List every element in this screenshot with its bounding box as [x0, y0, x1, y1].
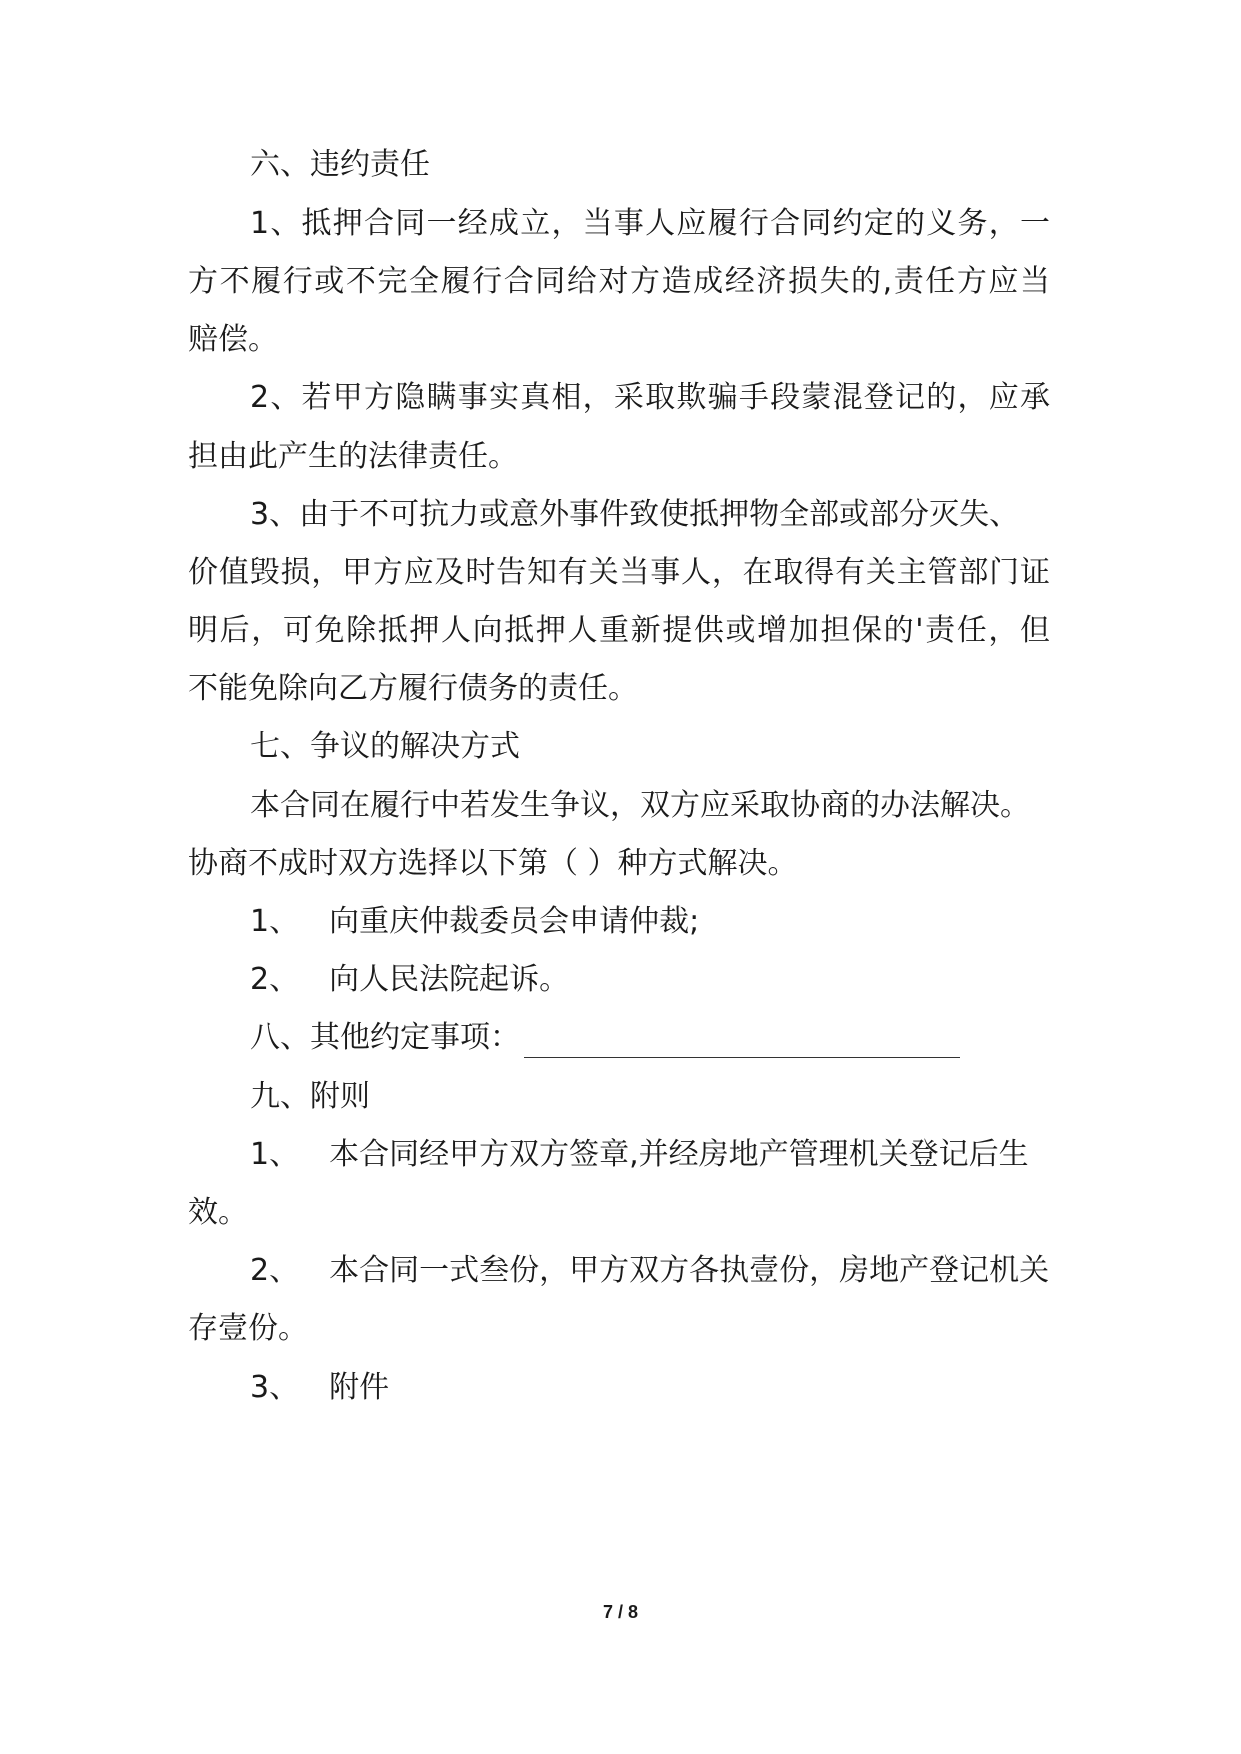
breach-item-3-line-4: 不能免除向乙方履行债务的责任。 — [188, 671, 638, 706]
supplementary-item-2-text: 本合同一式叁份，甲方双方各执壹份，房地产登记机关 — [329, 1253, 1050, 1288]
breach-item-1-line-1: 1、抵押合同一经成立，当事人应履行合同约定的义务，一 — [250, 206, 1050, 241]
dispute-option-2-number: 2、 — [250, 962, 300, 997]
breach-item-3-line-1: 3、由于不可抗力或意外事件致使抵押物全部或部分灭失、 — [250, 497, 1020, 532]
breach-item-3-line-2: 价值毁损，甲方应及时告知有关当事人，在取得有关主管部门证 — [188, 555, 1050, 590]
supplementary-item-3-text: 附件 — [329, 1370, 390, 1405]
supplementary-item-1-number: 1、 — [250, 1137, 300, 1172]
supplementary-item-3-number: 3、 — [250, 1370, 300, 1405]
dispute-option-2-text: 向人民法院起诉。 — [329, 962, 570, 997]
page-number: 7 / 8 — [602, 1602, 639, 1622]
breach-item-2-line-2: 担由此产生的法律责任。 — [188, 439, 518, 474]
other-terms-blank-line — [524, 1027, 960, 1058]
supplementary-item-2-line-1 — [250, 1251, 1049, 1291]
section-heading-breach-liability: 六、违约责任 — [250, 147, 430, 182]
supplementary-item-1-text: 本合同经甲方双方签章,并经房地产管理机关登记后生 — [329, 1137, 1029, 1172]
breach-item-2-line-1: 2、若甲方隐瞒事实真相，采取欺骗手段蒙混登记的，应承 — [250, 380, 1050, 415]
breach-item-3-line-3: 明后，可免除抵押人向抵押人重新提供或增加担保的'责任，但 — [188, 613, 1050, 648]
supplementary-item-1-line-1 — [250, 1135, 1029, 1175]
supplementary-item-2-line-2: 存壹份。 — [188, 1311, 308, 1346]
dispute-para-line-2: 协商不成时双方选择以下第（ ）种方式解决。 — [188, 846, 798, 881]
section-heading-supplementary: 九、附则 — [250, 1079, 370, 1114]
section-heading-dispute-resolution: 七、争议的解决方式 — [250, 729, 520, 764]
dispute-para-line-1: 本合同在履行中若发生争议，双方应采取协商的办法解决。 — [250, 788, 1030, 823]
dispute-option-1-text: 向重庆仲裁委员会申请仲裁; — [329, 904, 700, 939]
other-terms-label: 八、其他约定事项： — [250, 1020, 520, 1055]
dispute-option-1 — [250, 902, 699, 942]
dispute-option-1-number: 1、 — [250, 904, 300, 939]
breach-item-1-line-3: 赔偿。 — [188, 322, 278, 357]
other-terms-line — [250, 1018, 960, 1058]
breach-item-1-line-2: 方不履行或不完全履行合同给对方造成经济损失的,责任方应当 — [188, 264, 1050, 299]
supplementary-item-1-line-2: 效。 — [188, 1195, 248, 1230]
supplementary-item-2-number: 2、 — [250, 1253, 300, 1288]
dispute-option-2 — [250, 960, 569, 1000]
supplementary-item-3 — [250, 1368, 389, 1408]
